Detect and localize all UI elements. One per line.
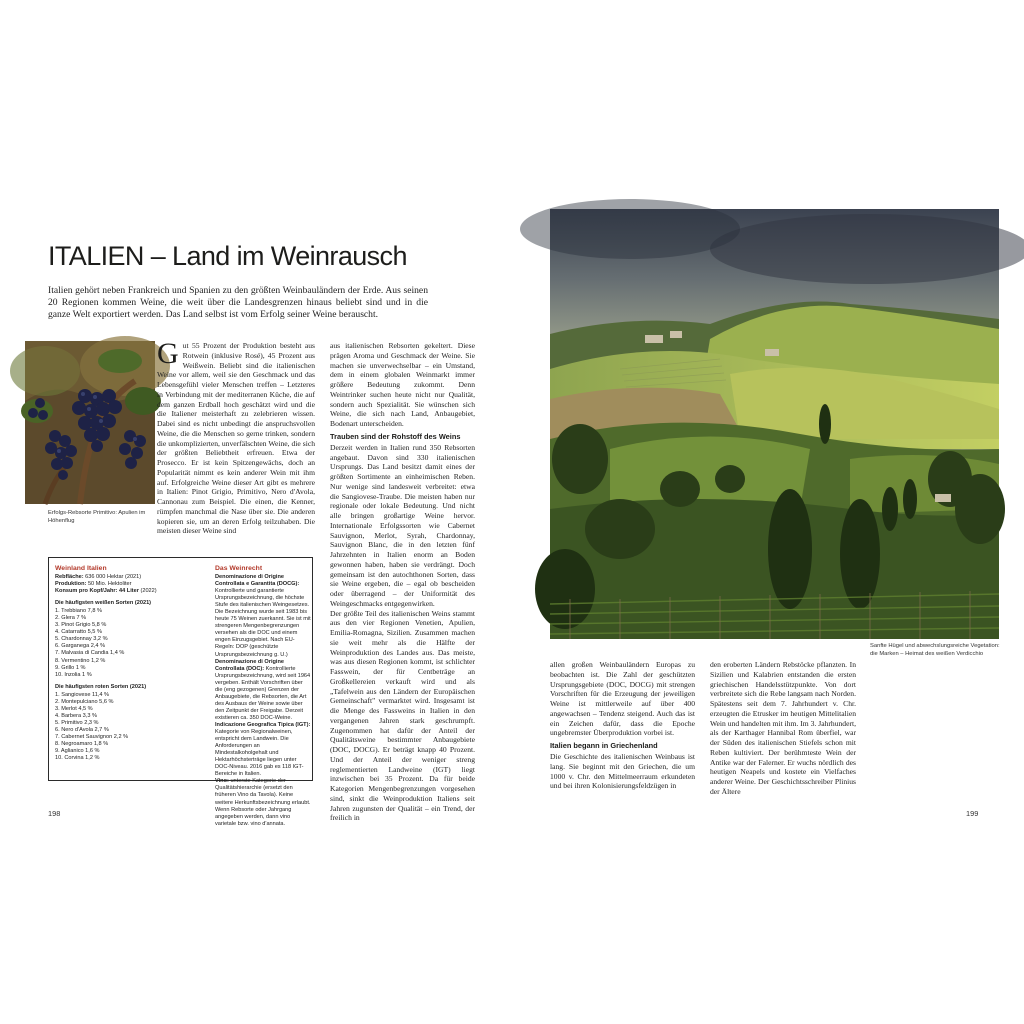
variety-item: 7. Malvasia di Candia 1,4 % [55, 650, 125, 657]
variety-item: 8. Negroamaro 1,8 % [55, 741, 109, 748]
variety-item: 6. Nero d'Avola 2,7 % [55, 726, 109, 733]
variety-item: 1. Trebbiano 7,8 % [55, 608, 102, 615]
text-column-4 [710, 660, 856, 795]
body-paragraph: aus italienischen Rebsorten gekeltert. Diese prägen Aroma und Geschmack der Weine. Sie machen sie unverwechselbar – ein Umstand, dem in einem globalen Weinmarkt immer größere Bedeutung zukommt. Denn Weintrinker suchen heute nicht nur Qualität, sondern auch Spezialität. Sie wünschen sich Weine, die sich nach Land, Anbaugebiet, Bodenart unterscheiden. [330, 341, 475, 428]
wine-law-text: Kontrollierte Ursprungsbezeichnung, wird seit 1964 vergeben. Enthält Vorschriften über die (eng gezogenen) Grenzen der Anbaugebiete, die Rebsorten, die Art des Ausbaus der Weine sowie über den Zeitpunkt der Freigabe. Derzeit existieren ca. 350 DOC-Weine. [215, 665, 311, 721]
white-varieties-heading: Die häufigsten weißen Sorten (2021) [55, 600, 152, 607]
section-heading: Italien begann in Griechenland [550, 741, 658, 750]
section-heading: Trauben sind der Rohstoff des Weins [330, 431, 461, 441]
grape-photo-caption: Erfolgs-Rebsorte Primitivo: Apulien im Höhenflug [48, 510, 146, 524]
facts-left-column [55, 564, 205, 762]
facts-title: Weinland Italien [55, 565, 107, 572]
landscape-photo [550, 209, 999, 639]
wine-law-column [215, 564, 311, 828]
stat-consumption: Konsum pro Kopf/Jahr: 44 Liter (2022) [55, 588, 157, 595]
variety-item: 3. Pinot Grigio 5,8 % [55, 622, 107, 629]
wine-law-definition [215, 778, 311, 827]
text-column-3 [550, 660, 695, 795]
column-1-paragraph [157, 337, 315, 536]
text-column-1 [157, 337, 315, 547]
page-number-right: 199 [966, 809, 979, 818]
red-varieties-heading: Die häufigsten roten Sorten (2021) [55, 683, 147, 690]
intro-paragraph: Italien gehört neben Frankreich und Spanien zu den größten Weinbauländern der Erde. Aus seinen 20 Regionen kommen Weine, die weit über die Landesgrenzen hinaus beliebt sind und in die ganze Welt exportiert werden. Das Land selbst ist vom Erfolg seiner Weine berauscht. [48, 285, 428, 320]
wine-law-text: unterste Kategorie der Qualitätshierarchie (ersetzt den früheren Vino da Tavola). Keine weitere Herkunftsbezeichnung erlaubt. Wenn Rebsorte oder Jahrgang angegeben werden, dann vino varietale bzw. vino d'annata. [215, 778, 311, 827]
variety-item: 4. Barbera 3,3 % [55, 712, 97, 719]
variety-item: 7. Cabernet Sauvignon 2,2 % [55, 733, 129, 740]
variety-item: 9. Aglianico 1,6 % [55, 748, 100, 755]
wine-law-term: Indicazione Geografica Tipica (IGT): [215, 721, 311, 728]
variety-item: 10. Corvina 1,2 % [55, 755, 100, 762]
wine-law-term: Denominazione di Origine Controllata e Garantita (DOCG): [215, 574, 300, 588]
variety-item: 10. Inzolia 1 % [55, 671, 92, 678]
variety-item: 5. Chardonnay 3,2 % [55, 636, 108, 643]
variety-item: 1. Sangiovese 11,4 % [55, 691, 110, 698]
wine-law-text: Kategorie von Regionalweinen, entspricht dem Landwein. Die Anforderungen an Mindestalkoholgehalt und Hektarhöchsterträge liegen unter DOC-Niveau. 2016 gab es 118 IGT-Bereiche in Italien. [215, 729, 304, 778]
variety-item: 8. Vermentino 1,2 % [55, 657, 106, 664]
white-varieties-list [55, 608, 205, 678]
red-varieties-list [55, 692, 205, 762]
wine-law-definition [215, 574, 311, 659]
grape-photo [25, 341, 155, 504]
wine-law-term: Denominazione di Origine Controllata (DOC): [215, 658, 284, 672]
body-paragraph: Der größte Teil des italienischen Weins stammt aus den vier Regionen Venetien, Apulien, Emilia-Romagna, Sizilien. Zusammen machen sie weit mehr als die Hälfte der Weinproduktion des Landes aus. Das meiste, was aus diesen Regionen kommt, ist schlichter Fasswein, der für Centbeträge an Großkellereien verkauft wird und als „Tafelwein aus den Ländern der Europäischen Gemeinschaft" vermarktet wird. Insgesamt ist die Menge des Fassweins in Italien in den vergangenen Jahren stark geschrumpft. Zugenommen hat dafür der Anteil der Qualitätsweine bestimmter Anbaugebiete (DOC, DOCG). Er beträgt knapp 40 Prozent. Und der Anteil der weniger streng reglementierten Landweine (IGT) liegt inzwischen bei 35 Prozent. Da für beide Kategorien Mengenbegrenzungen vorgesehen sind, sinkt die Weinproduktion Italiens seit Jahren zugunsten der Qualität – ein Trend, der freilich in [330, 608, 475, 823]
landscape-illustration [550, 209, 999, 639]
body-paragraph: Die Geschichte des italienischen Weinbaus ist lang. Sie beginnt mit den Griechen, die um 1000 v. Chr. den Mittelmeerraum erkundeten und bei ihren Kolonisierungsfeldzügen in [550, 752, 695, 791]
landscape-photo-caption: Sanfte Hügel und abwechslungsreiche Vegetation: die Marken – Heimat des weißen Verdicchio [870, 643, 1000, 657]
wine-law-text: Kontrollierte und garantierte Ursprungsbezeichnung, die höchste Stufe des italienischen Weingesetzes. Die Bezeichnung wurde seit 1983 bis heute 75 Weinen zuerkannt. Sie ist mit strengeren Mengenbegrenzungen versehen als die DOC und einem engen Einzugsgebiet. Nach EU-Regeln: DOP (geschützte Ursprungsbezeichnung g. U.) [215, 588, 311, 658]
text-column-2 [330, 341, 475, 823]
page-title: ITALIEN – Land im Weinrausch [48, 241, 407, 271]
wine-law-title: Das Weinrecht [215, 565, 263, 572]
variety-item: 4. Catarratto 5,5 % [55, 629, 102, 636]
grape-illustration [25, 341, 155, 504]
wine-law-definition [215, 659, 311, 722]
wine-law-term: Vino: [215, 778, 229, 785]
stat-vineyard-area: Rebfläche: 636 000 Hektar (2021) [55, 574, 142, 580]
variety-item: 6. Garganega 2,4 % [55, 643, 106, 650]
wine-law-definition [215, 722, 311, 778]
wine-facts-box [48, 557, 313, 827]
variety-item: 2. Montepulciano 5,6 % [55, 698, 114, 705]
column-1-text: ut 55 Prozent der Produktion besteht aus Rotwein (inklusive Rosé), 45 Prozent aus Weißwein. Beliebt sind die italienischen Weine vor allem, weil sie den Geschmack und das Lebensgefühl vieler Menschen treffen – Letzteres in Verbindung mit der mediterranen Küche, die auf dem ganzen Erdball hoch geschätzt wird und die die Italiener meisterhaft zu zelebrieren wissen. Dabei sind es nicht unbedingt die anspruchsvollen Weine, die die Menschen so gerne trinken, sondern die unkomplizierten, unverfälschten Weine, die sich der größten Beliebtheit erfreuen. Etwa der Prosecco. Er ist kein Spitzengewächs, doch an Popularität nimmt es kein anderer Wein mit ihm auf. Erfolgreiche Weine dieser Art gibt es mehrere in Italien: Pinot Grigio, Primitivo, Nero d'Avola, Cannonau zum Beispiel. Die einen, die Kenner, rümpfen manchmal die Nase über sie. Die anderen kopieren sie, um an deren Erfolg teilzuhaben. Die meisten dieser Weine sind [157, 341, 315, 536]
body-paragraph: Derzeit werden in Italien rund 350 Rebsorten angebaut. Davon sind 330 italienischen Ursprungs. Das Land besitzt damit eines der größten Sortimente an einheimischen Reben. Nur wenige sind landesweit verbreitet: etwa die Sangiovese-Traube. Die meisten haben nur regionale oder lokale Bedeutung. Und nicht alle bringen großartige Weine hervor. Internationale Erfolgssorten wie Cabernet Sauvignon, Merlot, Syrah, Chardonnay, Sauvignon Blanc, die in den letzten fünf Jahrzehnten in Italien enorm an Boden gewonnen haben, haben sie verdrängt. Doch gemeinsam ist den autochthonen Sorten, dass sie Weine ergeben, die – egal ob bescheiden oder überragend – der Uniformität des Weingeschmacks entgegenwirken. [330, 442, 475, 608]
variety-item: 5. Primitivo 2,3 % [55, 719, 99, 726]
drop-cap: G [157, 337, 179, 370]
body-paragraph: allen großen Weinbauländern Europas zu beobachten ist. Die Zahl der geschützten Ursprungsgebiete (DOC, DOCG) mit strengen Vorschriften für die Erzeugung der jeweiligen Weine ist mittlerweile auf über 400 angewachsen – Tendenz steigend. Auch das ist ein Zeichen dafür, dass die Epoche ungebremster Überproduktion vorbei ist. [550, 660, 695, 738]
variety-item: 3. Merlot 4,5 % [55, 705, 93, 712]
variety-item: 2. Glera 7 % [55, 615, 87, 622]
page-number-left: 198 [48, 809, 61, 818]
stat-production: Produktion: 50 Mio. Hektoliter [55, 581, 132, 588]
body-paragraph: den eroberten Ländern Rebstöcke pflanzten. In Sizilien und Kalabrien entstanden die ersten griechischen Handelsstützpunkte. Von dort verbreitete sich die Rebe langsam nach Norden. Spätestens seit dem 7. Jahrhundert v. Chr. erzeugten die Etrusker im heutigen Mittelitalien Wein und handelten mit ihm. Im 3. Jahrhundert, als der Karthager Hannibal Rom überfiel, war der Süden des italienischen Stiefels schon mit Reben kultiviert. Der berühmteste Wein der Antike war der Falerner. Er wuchs nördlich des heutigen Neapels und kostete ein Vielfaches anderer Weine. Der Geschichtsschreiber Plinius der Ältere [710, 660, 856, 796]
variety-item: 9. Grillo 1 % [55, 664, 86, 671]
